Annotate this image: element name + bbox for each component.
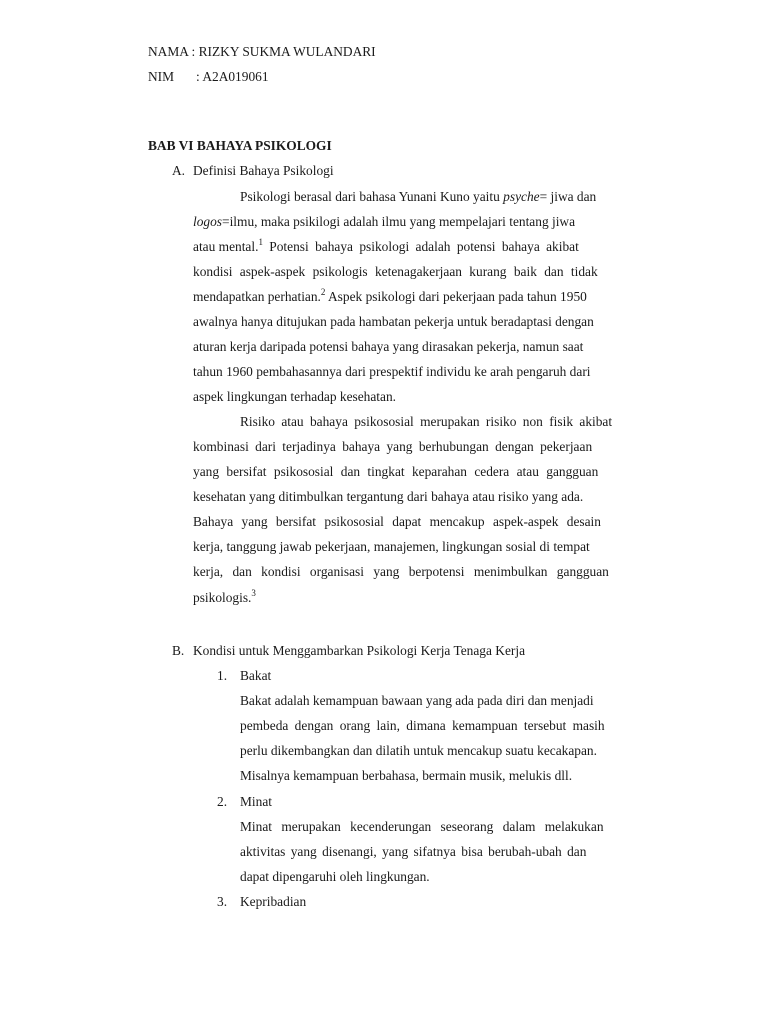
list-item-title: Kepribadian <box>240 894 307 909</box>
footnote-ref: 3 <box>251 587 256 598</box>
paragraph-line: psikologis.$^3$ <box>193 587 256 605</box>
student-name: NAMA : RIZKY SUKMA WULANDARI <box>148 44 376 59</box>
paragraph-line: atau mental.$^1$ Potensi bahaya psikologi adalah potensi bahaya akibat <box>193 236 579 254</box>
section-b-title: Kondisi untuk Menggambarkan Psikologi Kerja Tenaga Kerja <box>193 643 526 658</box>
paragraph-line: logos=ilmu, maka psikilogi adalah ilmu yang mempelajari tentang jiwa <box>193 214 576 229</box>
paragraph-line: aspek lingkungan terhadap kesehatan. <box>193 389 397 404</box>
paragraph-line: kerja, dan kondisi organisasi yang berpotensi menimbulkan gangguan <box>193 564 609 579</box>
section-b-letter: B. <box>172 643 185 658</box>
chapter-title: BAB VI BAHAYA PSIKOLOGI <box>148 138 332 153</box>
list-item-number: 1. <box>217 668 228 683</box>
paragraph-line: kerja, tanggung jawab pekerjaan, manajemen, lingkungan sosial di tempat <box>193 539 590 554</box>
list-item-line: Minat merupakan kecenderungan seseorang dalam melakukan <box>240 819 604 834</box>
footnote-ref: 1 <box>258 236 263 247</box>
nim-label: NIM <box>148 69 175 84</box>
list-item-line: Misalnya kemampuan berbahasa, bermain musik, melukis dll. <box>240 768 573 783</box>
list-item-number: 2. <box>217 794 228 809</box>
paragraph-line: Bahaya yang bersifat psikososial dapat mencakup aspek-aspek desain <box>193 514 601 529</box>
paragraph-line: kombinasi dari terjadinya bahaya yang berhubungan dengan pekerjaan <box>193 439 593 454</box>
paragraph-line: kondisi aspek-aspek psikologis ketenagakerjaan kurang baik dan tidak <box>193 264 598 279</box>
paragraph-line: Risiko atau bahaya psikososial merupakan risiko non fisik akibat <box>240 414 613 429</box>
list-item-number: 3. <box>217 894 228 909</box>
section-a-letter: A. <box>172 163 186 178</box>
paragraph-line: yang bersifat psikososial dan tingkat keparahan cedera atau gangguan <box>193 464 599 479</box>
paragraph-line: kesehatan yang ditimbulkan tergantung dari bahaya atau risiko yang ada. <box>193 489 584 504</box>
footnote-ref: 2 <box>320 286 326 297</box>
list-item-line: pembeda dengan orang lain, dimana kemampuan tersebut masih <box>240 718 605 733</box>
list-item-title: Minat <box>240 794 272 809</box>
paragraph-line: awalnya hanya ditujukan pada hambatan pekerja untuk beradaptasi dengan <box>193 314 594 329</box>
list-item-line: Bakat adalah kemampuan bawaan yang ada pada diri dan menjadi <box>240 693 594 708</box>
list-item-title: Bakat <box>240 668 272 683</box>
list-item-line: perlu dikembangkan dan dilatih untuk mencakup suatu kecakapan. <box>240 743 597 758</box>
list-item-line: dapat dipengaruhi oleh lingkungan. <box>240 869 430 884</box>
list-item-line: aktivitas yang disenangi, yang sifatnya bisa berubah-ubah dan <box>240 844 587 859</box>
paragraph-line: mendapatkan perhatian.$^2$ Aspek psikologi dari pekerjaan pada tahun 1950 <box>193 286 587 304</box>
paragraph-line: Psikologi berasal dari bahasa Yunani Kuno yaitu psyche= jiwa dan <box>240 189 597 204</box>
nim-value: : A2A019061 <box>196 69 269 84</box>
section-a-title: Definisi Bahaya Psikologi <box>193 163 334 178</box>
paragraph-line: aturan kerja daripada potensi bahaya yang dirasakan pekerja, namun saat <box>193 339 584 354</box>
paragraph-line: tahun 1960 pembahasannya dari prespektif individu ke arah pengaruh dari <box>193 364 591 379</box>
